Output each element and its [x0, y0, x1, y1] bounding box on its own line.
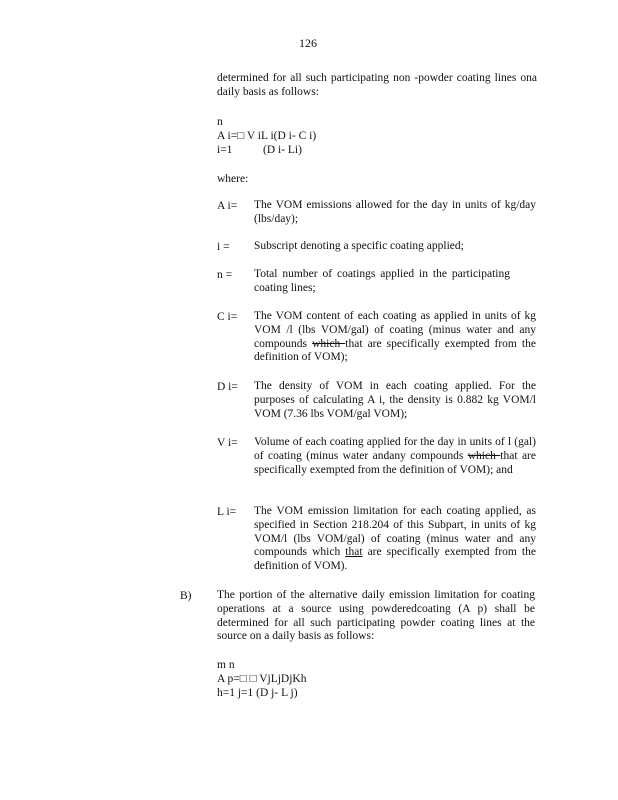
def-text-a: The VOM emissions allowed for the day in units of kg/day (lbs/day); [254, 199, 536, 225]
def-text-v-struck: which [467, 449, 501, 462]
def-text-l-underlined: that [345, 546, 363, 559]
def-term-i: i = [217, 241, 230, 253]
def-term-n: n = [217, 269, 233, 281]
def-text-c-part2: that are specifically exempted from the definition of VOM); [254, 337, 536, 364]
def-text-l [254, 505, 536, 574]
formula2-lower-indices: h=1 j=1 (D j- L j) [217, 687, 298, 699]
where-label: where: [217, 173, 249, 185]
def-text-c-struck: which [312, 337, 346, 350]
def-text-v-part1: Volume of each coating applied for the day in units of l (gal) of coating (minus water andany compounds [254, 436, 536, 462]
def-text-v [254, 436, 536, 477]
formula1-lower-index: i=1 [217, 144, 233, 156]
section-b-label: B) [180, 590, 192, 602]
def-term-v: V i= [217, 437, 238, 449]
def-text-i: Subscript denoting a specific coating applied; [254, 240, 464, 252]
formula2-main: A p=□ □ VjLjDjKh [217, 673, 307, 685]
def-text-l-part1: The VOM emission limitation for each coating applied, as specified in Section 218.204 of this Subpart, in units of kg VOM/l (lbs VOM/gal) of coating (minus water and any compounds which [254, 505, 536, 559]
def-text-c-part1: The VOM content of each coating as applied in units of kg VOM /l (lbs VOM/gal) of coating (minus water and any compounds [254, 310, 536, 350]
section-b-text: The portion of the alternative daily emission limitation for coating operations at a source using powderedcoating (A p) shall be determined for all such participating powder coating lines at the source on a daily basis as follows: [217, 589, 535, 643]
def-text-n: Total number of coatings applied in the participating coating lines; [254, 268, 510, 294]
formula1-denominator: (D i- Li) [263, 144, 302, 156]
formula1-n: n [217, 116, 223, 128]
formula2-upper-indices: m n [217, 659, 235, 671]
page-number: 126 [299, 36, 317, 50]
def-term-a: A i= [217, 200, 238, 212]
def-text-c [254, 310, 536, 365]
def-text-l-part2: are specifically exempted from the definition of VOM). [254, 546, 536, 573]
def-text-v-part2: that are specifically exempted from the definition of VOM); and [254, 449, 536, 476]
intro-paragraph: determined for all such participating non -powder coating lines ona daily basis as follows: [217, 72, 537, 98]
def-text-d: The density of VOM in each coating applied. For the purposes of calculating A i, the density is 0.882 kg VOM/l VOM (7.36 lbs VOM/gal VOM); [254, 380, 536, 420]
def-term-c: C i= [217, 311, 238, 323]
def-term-l: L i= [217, 506, 237, 518]
def-term-d: D i= [217, 381, 238, 393]
formula1-main: A i=□ V iL i(D i- C i) [217, 130, 317, 142]
